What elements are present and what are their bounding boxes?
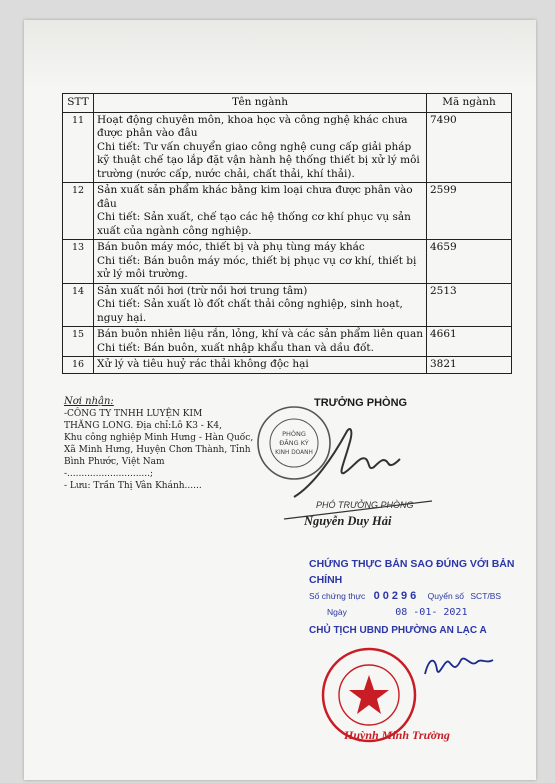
number-label: Số chứng thực xyxy=(309,591,366,601)
recipient-line: THĂNG LONG. Địa chỉ:Lô K3 - K4, xyxy=(64,421,222,431)
recipient-line: Khu công nghiệp Minh Hưng - Hàn Quốc, xyxy=(64,433,254,443)
business-lines-table xyxy=(62,93,512,374)
department-stamp xyxy=(255,404,333,482)
business-line-name xyxy=(94,240,427,284)
chair-title: CHỦ TỊCH UBND PHƯỜNG AN LẠC A xyxy=(309,625,487,636)
certification-heading: CHỨNG THỰC BẢN SAO ĐÚNG VỚI BẢN CHÍNH xyxy=(309,558,515,586)
certification-number-row xyxy=(309,588,536,604)
line-title: Hoạt động chuyên môn, khoa học và công nghệ khác chưa được phân vào đâu xyxy=(97,113,408,139)
business-line-code: 4661 xyxy=(427,327,512,357)
date-label: Ngày xyxy=(327,607,347,617)
certification-date: 08 -01- 2021 xyxy=(395,607,468,618)
signer-name: Nguyễn Duy Hải xyxy=(304,514,392,528)
book-value: SCT/BS xyxy=(470,591,502,601)
line-detail: Chi tiết: Bán buôn máy móc, thiết bị phục vụ cơ khí, thiết bị xử lý môi trường. xyxy=(97,254,417,280)
business-line-name xyxy=(94,112,427,183)
table-header-row xyxy=(63,94,512,113)
business-line-name xyxy=(94,357,427,374)
line-detail: Chi tiết: Tư vấn chuyển giao công nghệ cung cấp giải pháp kỹ thuật chế tạo lắp đặt vận hành hệ thống thiết bị xử lý môi trường (nước cấp, nước chải, chất thải, khí thải). xyxy=(97,140,420,180)
certification-number: 00296 xyxy=(373,590,420,602)
stamp-text: ĐĂNG KÝ xyxy=(279,439,309,447)
stamp-text: PHÒNG xyxy=(282,430,306,438)
header-code: Mã ngành xyxy=(427,94,512,113)
business-line-name xyxy=(94,183,427,240)
recipient-line: -CÔNG TY TNHH LUYỆN KIM xyxy=(64,409,203,419)
row-number: 13 xyxy=(63,240,94,284)
document-page xyxy=(24,20,536,780)
business-line-name xyxy=(94,283,427,327)
table-row xyxy=(63,283,512,327)
certification-block xyxy=(309,556,536,639)
table-row xyxy=(63,357,512,374)
row-number: 15 xyxy=(63,327,94,357)
table-row xyxy=(63,112,512,183)
deputy-title: PHÓ TRƯỞNG PHÒNG xyxy=(316,500,414,510)
recipients-title: Nơi nhận: xyxy=(64,396,114,407)
table-row xyxy=(63,327,512,357)
line-detail: Chi tiết: Sản xuất, chế tạo các hệ thống cơ khí phục vụ sản xuất của ngành công nghiệp. xyxy=(97,211,411,237)
signature-title: TRƯỞNG PHÒNG xyxy=(314,397,408,409)
table-row xyxy=(63,240,512,284)
recipient-line: - Lưu: Trần Thị Vân Khánh...... xyxy=(64,481,202,491)
chair-signature xyxy=(419,638,499,688)
row-number: 11 xyxy=(63,112,94,183)
business-line-code: 2599 xyxy=(427,183,512,240)
row-number: 16 xyxy=(63,357,94,374)
business-line-code: 3821 xyxy=(427,357,512,374)
recipient-line: Bình Phước, Việt Nam xyxy=(64,457,165,467)
stamp-text: KINH DOANH xyxy=(275,450,313,456)
certification-date-row xyxy=(309,604,536,621)
recipient-line: Xã Minh Hưng, Huyện Chơn Thành, Tỉnh xyxy=(64,445,251,455)
line-title: Bán buôn máy móc, thiết bị và phụ tùng máy khác xyxy=(97,241,365,253)
business-line-code: 2513 xyxy=(427,283,512,327)
row-number: 14 xyxy=(63,283,94,327)
chair-signer-name: Huỳnh Minh Trường xyxy=(344,728,450,742)
book-label: Quyển số xyxy=(427,591,465,601)
business-line-code: 4659 xyxy=(427,240,512,284)
line-detail: Chi tiết: Bán buôn, xuất nhập khẩu than và dầu đốt. xyxy=(97,341,374,354)
table-row xyxy=(63,183,512,240)
line-title: Bán buôn nhiên liệu rắn, lỏng, khí và các sản phẩm liên quan xyxy=(97,328,423,340)
line-title: Xử lý và tiêu huỷ rác thải không độc hại xyxy=(97,358,309,370)
line-title: Sản xuất sản phẩm khác bằng kim loại chưa được phân vào đâu xyxy=(97,184,413,210)
row-number: 12 xyxy=(63,183,94,240)
header-name: Tên ngành xyxy=(94,94,427,113)
business-line-name xyxy=(94,327,427,357)
line-detail: Chi tiết: Sản xuất lò đốt chất thải công nghiệp, sinh hoạt, nguy hại. xyxy=(97,298,403,324)
header-stt: STT xyxy=(63,94,94,113)
recipient-line: -.............................; xyxy=(64,469,154,479)
line-title: Sản xuất nồi hơi (trừ nồi hơi trung tâm) xyxy=(97,284,308,297)
business-line-code: 7490 xyxy=(427,112,512,183)
